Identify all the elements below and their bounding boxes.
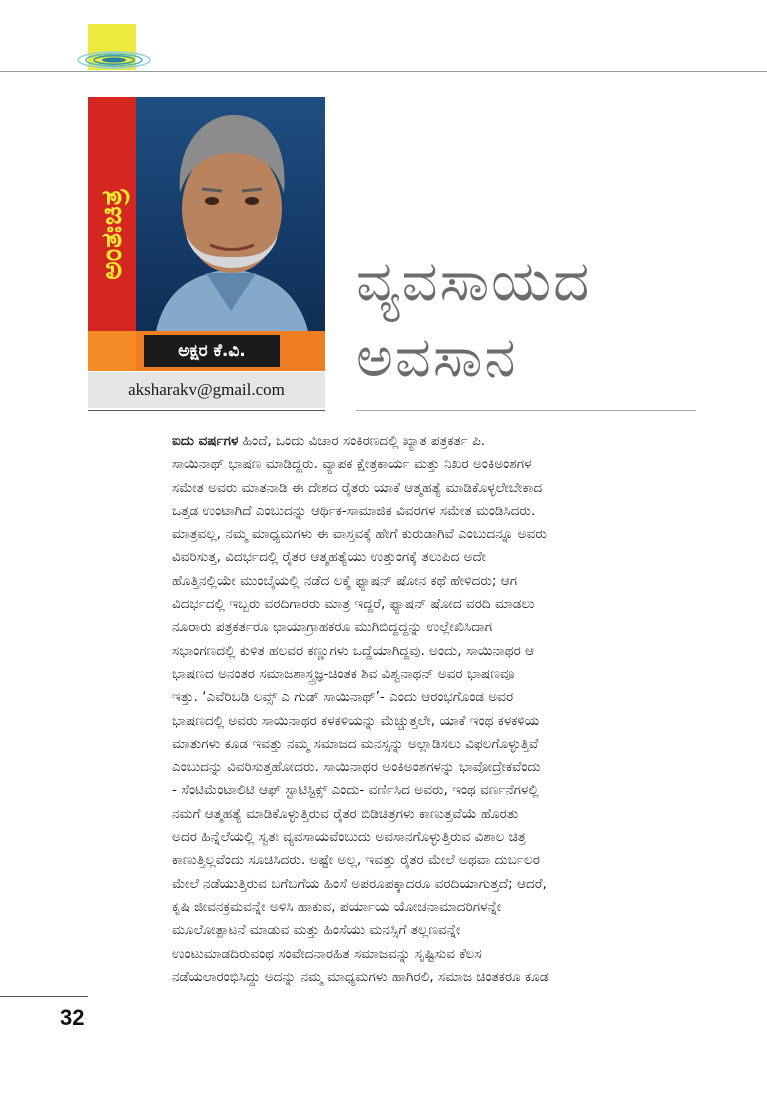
article-line: [172, 430, 712, 453]
author-email[interactable]: aksharakv@gmail.com: [88, 372, 325, 408]
article-line: - ಸೆಂಟಿಮೆಂಟಾಲಿಟಿ ಆಫ್ ಸ್ಟಾಟಿಸ್ಟಿಕ್ಸ್ ಎಂದು- ವರ್ಣಿಸಿದ ಅವರು, ಇಂಥ ವರ್ಣನೆಗಳಲ್ಲಿ: [172, 782, 539, 799]
article-line: ನಡೆಯಲಾರಂಭಿಸಿದ್ದು ಅದನ್ನು ನಮ್ಮ ಮಾಧ್ಯಮಗಳು ಹಾಗಿರಲಿ, ಸಮಾಜ ಚಿಂತಕರೂ ಕೂಡ: [172, 968, 549, 985]
article-line: ಇತ್ತು. ‘ಎವೆರಿಬಡಿ ಲವ್ಸ್ ಎ ಗುಡ್ ಸಾಯಿನಾಥ್’- ಎಂದು ಆರಂಭಗೊಂಡ ಅವರ: [172, 689, 514, 706]
author-photo: [136, 97, 325, 331]
name-band: [136, 331, 325, 371]
article-line: ಮಾತುಗಳು ಕೂಡ ಇವತ್ತು ನಮ್ಮ ಸಮಾಜದ ಮನಸ್ಸನ್ನು ಅಲ್ಲಾಡಿಸಲು ವಿಫಲಗೊಳ್ಳುತ್ತಿವೆ: [172, 735, 539, 752]
article-line: ನೂರಾರು ಪತ್ರಕರ್ತರೂ ಛಾಯಾಗ್ರಾಹಕರೂ ಮುಗಿಬಿದ್ದದ್ದನ್ನು ಉಲ್ಲೇಖಿಸಿದಾಗ: [172, 619, 493, 636]
article-line: ಅದರ ಹಿನ್ನೆಲೆಯಲ್ಲಿ ಸ್ವತಃ ವ್ಯವಸಾಯವೆಂಬುದು ಅವಸಾನಗೊಳ್ಳುತ್ತಿರುವ ವಿಶಾಲ ಚಿತ್ರ: [172, 829, 526, 846]
article-line: ಸಾಯಿನಾಥ್ ಭಾಷಣ ಮಾಡಿದ್ದರು. ವ್ಯಾಪಕ ಕ್ಷೇತ್ರಕಾರ್ಯ ಮತ್ತು ನಿಖರ ಅಂಕಿಅಂಶಗಳ: [172, 456, 532, 473]
article-line: ಒತ್ತಡ ಉಂಟಾಗಿದೆ ಎಂಬುದನ್ನು ಆರ್ಥಿಕ-ಸಾಮಾಜಿಕ ವಿವರಗಳ ಸಮೇತ ಮಂಡಿಸಿದರು.: [172, 502, 536, 519]
headline-line-2: ಅವಸಾನ: [356, 325, 518, 390]
author-name: ಅಕ್ಷರ ಕೆ.ವಿ.: [144, 335, 280, 367]
article-line: ಮೇಲೆ ನಡೆಯುತ್ತಿರುವ ಬಗೆಬಗೆಯ ಹಿಂಸೆ ಅಪರೂಪಕ್ಕಾದರೂ ವರದಿಯಾಗುತ್ತದೆ; ಆದರೆ,: [172, 875, 547, 892]
article-line: ಉಂಟುಮಾಡದಿರುವಂಥ ಸಂವೇದನಾರಹಿತ ಸಮಾಜವನ್ನು ಸೃಷ್ಟಿಸುವ ಕೆಲಸ: [172, 945, 482, 962]
article-line: ಮೂಲೋತ್ಪಾಟನೆ ಮಾಡುವ ಮತ್ತು ಹಿಂಸೆಯು ಮನಸ್ಸಿಗೆ ತಲ್ಲಣವನ್ನೇ: [172, 922, 461, 939]
article-line: ಕೃಷಿ ಜೀವನಕ್ರಮವನ್ನೇ ಅಳಿಸಿ ಹಾಕುವ, ಪರ್ಯಾಯ ಯೋಚನಾಮಾದರಿಗಳನ್ನೇ: [172, 898, 502, 915]
article-line: ವಿದರ್ಭದಲ್ಲಿ ಇಬ್ಬರು ವರದಿಗಾರರು ಮಾತ್ರ ಇದ್ದರೆ, ಫ್ಯಾಷನ್ ಷೋದ ವರದಿ ಮಾಡಲು: [172, 596, 535, 613]
article-body: [172, 430, 712, 989]
article-headline: [356, 244, 696, 396]
article-line-text: ಹಿಂದೆ, ಒಂದು ವಿಚಾರ ಸಂಕಿರಣದಲ್ಲಿ ಖ್ಯಾತ ಪತ್ರಕರ್ತ ಪಿ.: [238, 433, 486, 449]
article-line: ಸಮೇತ ಅವರು ಮಾತನಾಡಿ ಈ ದೇಶದ ರೈತರು ಯಾಕೆ ಆತ್ಮಹತ್ಯೆ ಮಾಡಿಕೊಳ್ಳಲೇಬೇಕಾದ: [172, 479, 543, 496]
article-line: ಸಭಾಂಗಣದಲ್ಲಿ ಕುಳಿತ ಹಲವರ ಕಣ್ಣುಗಳು ಒದ್ದೆಯಾಗಿದ್ದವು. ಅಂದು, ಸಾಯಿನಾಥರ ಆ: [172, 642, 535, 659]
article-lead: ಐದು ವರ್ಷಗಳ: [172, 433, 239, 449]
name-band-left: [88, 331, 136, 371]
columnist-panel: [88, 97, 325, 371]
page-number: 32: [60, 1005, 85, 1030]
article-line: ನಮಗೆ ಆತ್ಮಹತ್ಯೆ ಮಾಡಿಕೊಳ್ಳುತ್ತಿರುವ ರೈತರ ಬಿಡಿಚಿತ್ರಗಳು ಕಾಣುತ್ತವೆಯೆ ಹೊರತು: [172, 805, 519, 822]
article-line: ಎಂಬುದನ್ನು ವಿವರಿಸುತ್ತಹೋದರು. ಸಾಯಿನಾಥರ ಅಂಕಿಅಂಶಗಳನ್ನು ಭಾವೋದ್ರೇಕವೆಂದು: [172, 759, 541, 776]
column-title: ಅಂತಃಚಿತ್ರ: [95, 188, 128, 280]
email-rule: [88, 410, 325, 411]
logo-rings-icon: [76, 48, 154, 72]
footer-rule: [0, 996, 88, 997]
article-line: ಹೊತ್ತಿನಲ್ಲಿಯೇ ಮುಂಬೈಯಲ್ಲಿ ನಡೆದ ಲಕ್ಮೆ ಫ್ಯಾಷನ್ ಷೋನ ಕಥೆ ಹೇಳಿದರು; ಆಗ: [172, 572, 518, 589]
headline-line-1: ವ್ಯವಸಾಯದ: [356, 249, 592, 314]
headline-rule: [356, 410, 696, 411]
magazine-logo: [76, 24, 154, 74]
article-line: ಭಾಷಣದಲ್ಲಿ ಅವರು ಸಾಯಿನಾಥರ ಕಳಕಳಿಯನ್ನು ಮೆಚ್ಚುತ್ತಲೇ, ಯಾಕೆ ಇಂಥ ಕಳಕಳಿಯ: [172, 712, 540, 729]
article-line: ಮಾತ್ರವಲ್ಲ, ನಮ್ಮ ಮಾಧ್ಯಮಗಳು ಈ ವಾಸ್ತವಕ್ಕೆ ಹೇಗೆ ಕುರುಡಾಗಿವೆ ಎಂಬುದನ್ನೂ ಅವರು: [172, 526, 547, 543]
article-line: ಭಾಷಣದ ಅನಂತರ ಸಮಾಜಶಾಸ್ತ್ರಜ್ಞ-ಚಿಂತಕ ಶಿವ ವಿಶ್ವನಾಥನ್ ಅವರ ಭಾಷಣವೂ: [172, 665, 515, 682]
article-line: ಕಾಣುತ್ತಿಲ್ಲವೆಂದು ಸೂಚಿಸಿದರು. ಅಷ್ಟೇ ಅಲ್ಲ, ಇವತ್ತು ರೈತರ ಮೇಲೆ ಅಥವಾ ದುರ್ಬಲರ: [172, 852, 540, 869]
article-line: ವಿವರಿಸುತ್ತ, ವಿದರ್ಭದಲ್ಲಿ ರೈತರ ಆತ್ಮಹತ್ಯೆಯು ಉತ್ತುಂಗಕ್ಕೆ ತಲುಪಿದ ಅದೇ: [172, 549, 486, 566]
